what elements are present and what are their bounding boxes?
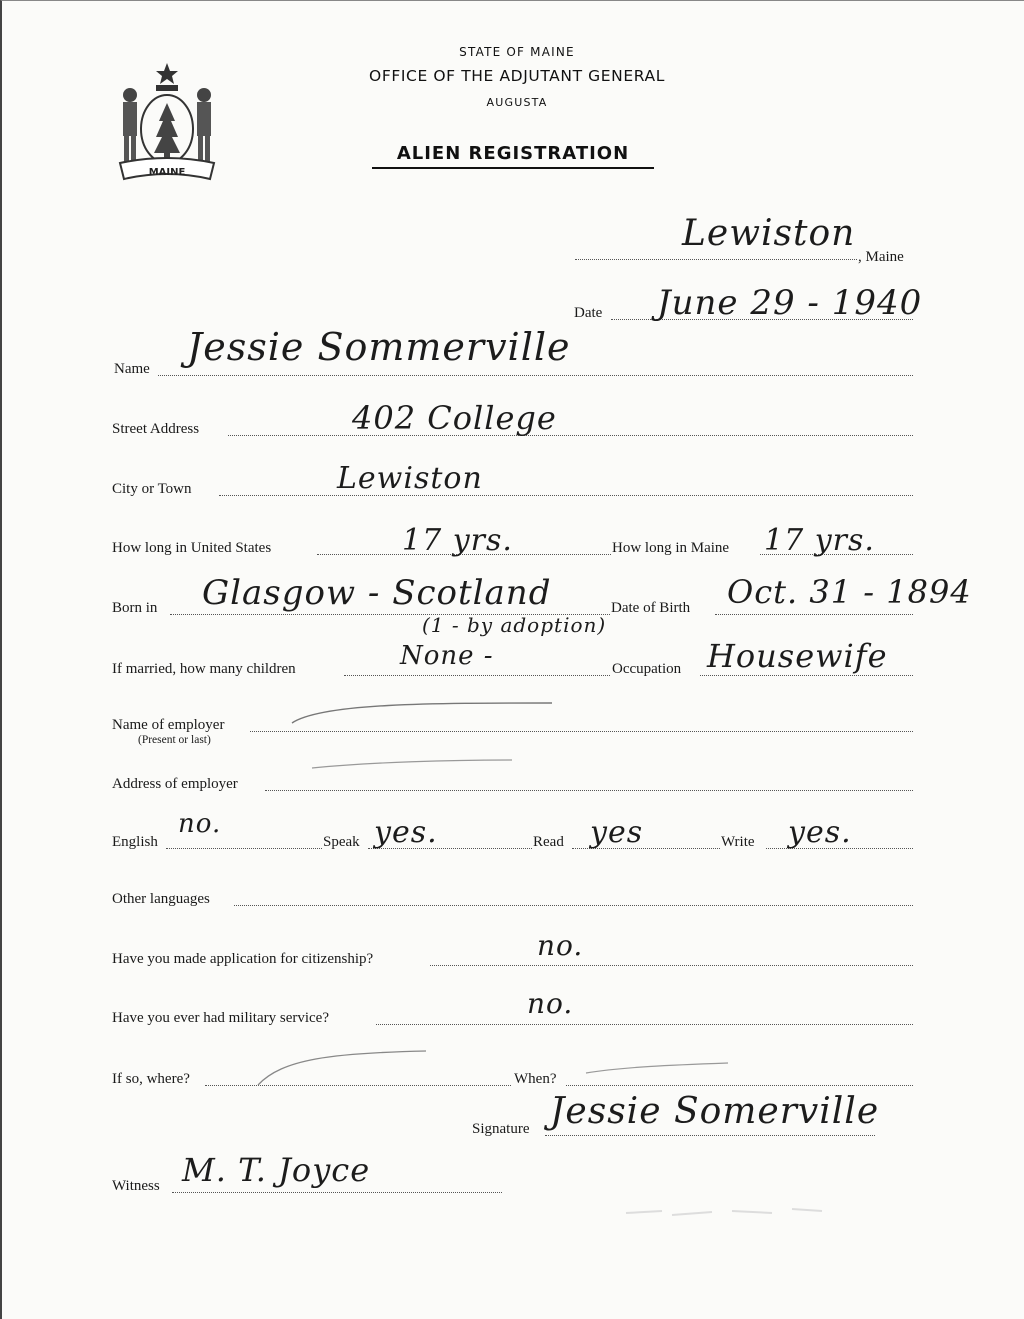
name-line bbox=[158, 375, 913, 376]
if-so-where-label: If so, where? bbox=[112, 1071, 190, 1087]
when-label: When? bbox=[514, 1071, 557, 1087]
military-label: Have you ever had military service? bbox=[112, 1010, 329, 1026]
citizenship-label: Have you made application for citizenship? bbox=[112, 951, 374, 967]
signature-label: Signature bbox=[472, 1121, 530, 1137]
city-value: Lewiston bbox=[337, 461, 483, 496]
born-in-label: Born in bbox=[112, 600, 158, 616]
military-line bbox=[376, 1024, 913, 1025]
signature-value: Jessie Somerville bbox=[550, 1091, 880, 1132]
children-line bbox=[344, 675, 610, 676]
date-label: Date bbox=[574, 305, 603, 321]
city-heading: AUGUSTA bbox=[486, 96, 548, 109]
employer-address-dash bbox=[302, 756, 522, 776]
where-dash bbox=[252, 1045, 432, 1089]
occupation-line bbox=[700, 675, 913, 676]
employer-address-line bbox=[265, 790, 913, 791]
read-value: yes bbox=[590, 815, 644, 850]
date-of-birth-value: Oct. 31 - 1894 bbox=[727, 573, 972, 611]
state-heading: STATE OF MAINE bbox=[459, 45, 575, 59]
witness-line bbox=[172, 1192, 502, 1193]
form-title: ALIEN REGISTRATION bbox=[372, 143, 654, 169]
name-label: Name bbox=[114, 361, 150, 377]
english-line bbox=[166, 848, 322, 849]
street-address-label: Street Address bbox=[112, 421, 200, 437]
name-value: Jessie Sommerville bbox=[187, 325, 571, 369]
employer-note: (Present or last) bbox=[138, 734, 211, 746]
place-value: Lewiston bbox=[682, 213, 856, 254]
employer-name-dash bbox=[282, 697, 562, 727]
children-value: None - bbox=[400, 641, 494, 671]
write-label: Write bbox=[721, 834, 755, 850]
how-long-us-label: How long in United States bbox=[112, 540, 272, 556]
street-address-value: 402 College bbox=[352, 399, 557, 437]
other-languages-line bbox=[234, 905, 913, 906]
occupation-value: Housewife bbox=[707, 637, 888, 675]
occupation-label: Occupation bbox=[612, 661, 682, 677]
street-address-line bbox=[228, 435, 913, 436]
other-languages-label: Other languages bbox=[112, 891, 210, 907]
date-of-birth-label: Date of Birth bbox=[611, 600, 691, 616]
born-in-value: Glasgow - Scotland bbox=[202, 573, 552, 613]
speak-value: yes. bbox=[374, 815, 438, 850]
maine-state-seal-icon bbox=[112, 59, 222, 185]
place-line bbox=[575, 259, 857, 260]
how-long-maine-label: How long in Maine bbox=[612, 540, 730, 556]
witness-label: Witness bbox=[112, 1178, 160, 1194]
english-label: English bbox=[112, 834, 158, 850]
born-in-note: (1 - by adoption) bbox=[422, 613, 607, 637]
date-value: June 29 - 1940 bbox=[657, 283, 923, 323]
citizenship-value: no. bbox=[537, 929, 584, 962]
years-us-value: 17 yrs. bbox=[402, 523, 513, 558]
witness-value: M. T. Joyce bbox=[182, 1151, 371, 1189]
employer-address-label: Address of employer bbox=[112, 776, 238, 792]
write-value: yes. bbox=[788, 815, 852, 850]
read-label: Read bbox=[533, 834, 564, 850]
english-value: no. bbox=[178, 809, 222, 839]
office-heading: OFFICE OF THE ADJUTANT GENERAL bbox=[369, 67, 665, 85]
signature-line bbox=[545, 1135, 875, 1136]
speak-label: Speak bbox=[323, 834, 360, 850]
maine-label: , Maine bbox=[858, 249, 904, 265]
city-line bbox=[219, 495, 913, 496]
city-label: City or Town bbox=[112, 481, 192, 497]
when-line bbox=[566, 1085, 913, 1086]
employer-name-line bbox=[250, 731, 913, 732]
date-of-birth-line bbox=[715, 614, 913, 615]
when-dash bbox=[582, 1059, 732, 1079]
military-value: no. bbox=[527, 987, 574, 1020]
years-maine-value: 17 yrs. bbox=[764, 523, 875, 558]
employer-name-label: Name of employer bbox=[112, 717, 225, 733]
svg-text:MAINE: MAINE bbox=[148, 167, 186, 178]
children-label: If married, how many children bbox=[112, 661, 296, 677]
bleed-through-marks bbox=[622, 1199, 862, 1223]
citizenship-line bbox=[430, 965, 913, 966]
